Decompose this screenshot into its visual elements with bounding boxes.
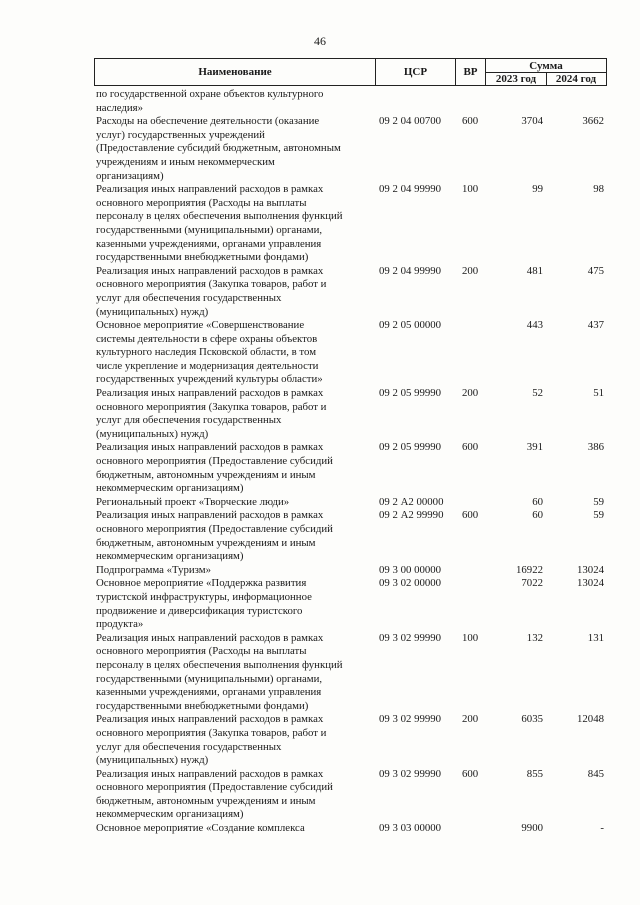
row-name-line: персоналу в целях обеспечения выполнения функций	[96, 210, 343, 223]
row-name-line: Реализация иных направлений расходов в рамках	[96, 441, 324, 454]
row-sum-2023: 481	[526, 264, 543, 277]
row-name-line: казенными учреждениями, органами управления	[96, 237, 322, 250]
row-name-line: основного мероприятия (Расходы на выплаты	[96, 196, 307, 209]
row-csr: 09 2 05 99990	[379, 387, 442, 400]
row-name-line: Основное мероприятие «Создание комплекса	[96, 822, 305, 835]
row-name-line: основного мероприятия (Предоставление субсидий	[96, 455, 333, 468]
header-sum	[486, 59, 606, 85]
row-name-line: бюджетным, автономным учреждениям и иным	[96, 794, 316, 807]
row-csr: 09 2 04 00700	[379, 115, 442, 128]
row-name-line: услуг для обеспечения государственных	[96, 414, 282, 427]
row-sum-2023: 6035	[521, 713, 543, 726]
row-name-line: услуг для обеспечения государственных	[96, 740, 282, 753]
header-vr: ВР	[456, 59, 486, 85]
row-vr: 600	[462, 509, 479, 522]
row-sum-2024: 386	[587, 441, 604, 454]
row-name-line: основного мероприятия (Предоставление субсидий	[96, 523, 333, 535]
row-sum-2023: 60	[532, 509, 543, 522]
row-name	[96, 387, 371, 441]
row-name-line: государственными (муниципальными) органами,	[96, 223, 323, 236]
header-sum-title: Сумма	[529, 60, 563, 72]
row-sum-2024: 12048	[577, 713, 604, 726]
row-sum-2024: 131	[587, 631, 604, 644]
row-sum-2024: 13024	[577, 577, 604, 590]
row-name-line: (муниципальных) нужд)	[96, 427, 209, 440]
row-sum-2024: 51	[593, 387, 604, 400]
row-name-line: бюджетным, автономным учреждениям и иным	[96, 468, 316, 481]
row-sum-2024: 13024	[577, 563, 604, 576]
header-csr: ЦСР	[376, 59, 456, 85]
row-name-line: числе укрепление и модернизация деятельности	[96, 359, 319, 372]
row-name-line: Основное мероприятие «Поддержка развития	[96, 577, 307, 590]
row-csr: 09 2 05 00000	[379, 319, 442, 332]
row-sum-2024: 475	[587, 264, 604, 277]
row-name	[96, 713, 371, 767]
row-csr: 09 3 02 99990	[379, 631, 442, 644]
row-sum-2023: 9900	[521, 822, 543, 835]
row-name-line: по государственной охране объектов культурного	[96, 88, 324, 100]
row-name	[96, 632, 371, 714]
table-row	[96, 822, 611, 836]
row-name-line: основного мероприятия (Закупка товаров, работ и	[96, 278, 327, 291]
row-name-line: государственными (муниципальными) органами,	[96, 672, 323, 685]
table-row	[96, 387, 611, 441]
row-name	[96, 768, 371, 822]
table-row	[96, 265, 611, 319]
row-name-line: услуг) государственных учреждений	[96, 128, 265, 141]
table-row	[96, 88, 611, 115]
table-row	[96, 577, 611, 631]
row-csr: 09 3 00 00000	[379, 563, 442, 576]
row-name-line: учреждениям и иным некоммерческим	[96, 155, 275, 168]
table-row	[96, 319, 611, 387]
row-name-line: некоммерческим организациям)	[96, 550, 244, 563]
row-name	[96, 509, 371, 563]
row-name-line: основного мероприятия (Расходы на выплаты	[96, 645, 307, 658]
header-year-2023: 2023 год	[486, 73, 547, 86]
row-sum-2023: 391	[526, 441, 543, 454]
table-row	[96, 509, 611, 563]
table-row	[96, 564, 611, 578]
row-csr: 09 3 02 99990	[379, 767, 442, 780]
row-name-line: культурного наследия Псковской области, в том	[96, 346, 317, 359]
row-name-line: Реализация иных направлений расходов в рамках	[96, 713, 324, 726]
row-name-line: услуг для обеспечения государственных	[96, 291, 282, 304]
row-name-line: (муниципальных) нужд)	[96, 754, 209, 767]
row-name-line: (муниципальных) нужд)	[96, 305, 209, 318]
row-csr: 09 3 02 00000	[379, 577, 442, 590]
row-vr: 200	[462, 713, 479, 726]
table-row	[96, 632, 611, 714]
row-vr: 200	[462, 387, 479, 400]
row-vr: 100	[462, 183, 479, 196]
row-csr: 09 2 04 99990	[379, 264, 442, 277]
row-name-line: организациям)	[96, 169, 164, 182]
table-header	[94, 58, 607, 86]
table-row	[96, 496, 611, 510]
row-vr: 200	[462, 264, 479, 277]
header-name: Наименование	[95, 59, 376, 85]
row-sum-2023: 3704	[521, 115, 543, 128]
row-sum-2023: 16922	[516, 563, 543, 576]
row-name-line: системы деятельности в сфере охраны объектов	[96, 332, 318, 345]
row-csr: 09 2 05 99990	[379, 441, 442, 454]
row-name-line: Реализация иных направлений расходов в рамках	[96, 631, 324, 644]
table-row	[96, 115, 611, 183]
row-vr: 600	[462, 441, 479, 454]
row-sum-2024: 845	[587, 767, 604, 780]
row-name	[96, 115, 371, 183]
row-name-line: (Предоставление субсидий бюджетным, автономным	[96, 142, 341, 155]
row-name-line: Расходы на обеспечение деятельности (оказание	[96, 115, 320, 128]
page-number: 46	[314, 34, 326, 48]
row-name-line: Реализация иных направлений расходов в рамках	[96, 767, 324, 780]
row-name-line: Региональный проект «Творческие люди»	[96, 495, 290, 508]
table-row	[96, 183, 611, 265]
row-name-line: бюджетным, автономным учреждениям и иным	[96, 536, 316, 549]
table-row	[96, 713, 611, 767]
header-year-2024: 2024 год	[555, 73, 597, 85]
row-sum-2023: 443	[526, 319, 543, 332]
row-sum-2024: -	[600, 822, 604, 835]
row-vr: 600	[462, 767, 479, 780]
row-name-line: основного мероприятия (Предоставление субсидий	[96, 781, 333, 794]
row-csr: 09 3 03 00000	[379, 822, 442, 835]
row-sum-2023: 52	[532, 387, 543, 400]
row-csr: 09 2 А2 99990	[379, 509, 444, 522]
row-name-line: государственными внебюджетными фондами)	[96, 699, 309, 712]
row-sum-2024: 59	[593, 509, 604, 522]
row-vr: 600	[462, 115, 479, 128]
row-name-line: Реализация иных направлений расходов в рамках	[96, 509, 324, 522]
row-name-line: государственными внебюджетными фондами)	[96, 251, 309, 264]
row-name	[96, 496, 371, 510]
row-name-line: Реализация иных направлений расходов в рамках	[96, 183, 324, 196]
row-csr: 09 2 04 99990	[379, 183, 442, 196]
row-name-line: Реализация иных направлений расходов в рамках	[96, 264, 324, 277]
row-name-line: некоммерческим организациям)	[96, 482, 244, 495]
row-name-line: государственных учреждений культуры области»	[96, 373, 323, 386]
row-sum-2023: 7022	[521, 577, 543, 590]
row-sum-2023: 132	[526, 631, 543, 644]
row-name-line: основного мероприятия (Закупка товаров, работ и	[96, 726, 327, 739]
row-sum-2024: 98	[593, 183, 604, 196]
row-name	[96, 441, 371, 495]
row-sum-2023: 60	[532, 495, 543, 508]
row-name-line: некоммерческим организациям)	[96, 808, 244, 821]
row-name	[96, 577, 371, 631]
row-sum-2023: 99	[532, 183, 543, 196]
row-csr: 09 2 А2 00000	[379, 495, 444, 508]
row-name-line: основного мероприятия (Закупка товаров, работ и	[96, 400, 327, 413]
row-name-line: наследия»	[96, 101, 144, 114]
row-name-line: Реализация иных направлений расходов в рамках	[96, 387, 324, 400]
row-name	[96, 183, 371, 265]
row-name-line: продукта»	[96, 618, 144, 631]
row-sum-2023: 855	[526, 767, 543, 780]
row-vr: 100	[462, 631, 479, 644]
row-sum-2024: 437	[587, 319, 604, 332]
row-name	[96, 564, 371, 578]
row-name-line: казенными учреждениями, органами управления	[96, 686, 322, 699]
row-csr: 09 3 02 99990	[379, 713, 442, 726]
row-name	[96, 265, 371, 319]
row-name	[96, 822, 371, 836]
row-name-line: персоналу в целях обеспечения выполнения функций	[96, 658, 343, 671]
row-sum-2024: 59	[593, 495, 604, 508]
row-name	[96, 88, 371, 115]
row-name-line: Подпрограмма «Туризм»	[96, 563, 212, 576]
row-name-line: продвижение и диверсификация туристского	[96, 604, 303, 617]
row-name	[96, 319, 371, 387]
row-name-line: Основное мероприятие «Совершенствование	[96, 319, 305, 332]
row-sum-2024: 3662	[582, 115, 604, 128]
table-row	[96, 441, 611, 495]
table-row	[96, 768, 611, 822]
table-body	[96, 88, 611, 836]
row-name-line: туристской инфраструктуры, информационное	[96, 590, 312, 603]
